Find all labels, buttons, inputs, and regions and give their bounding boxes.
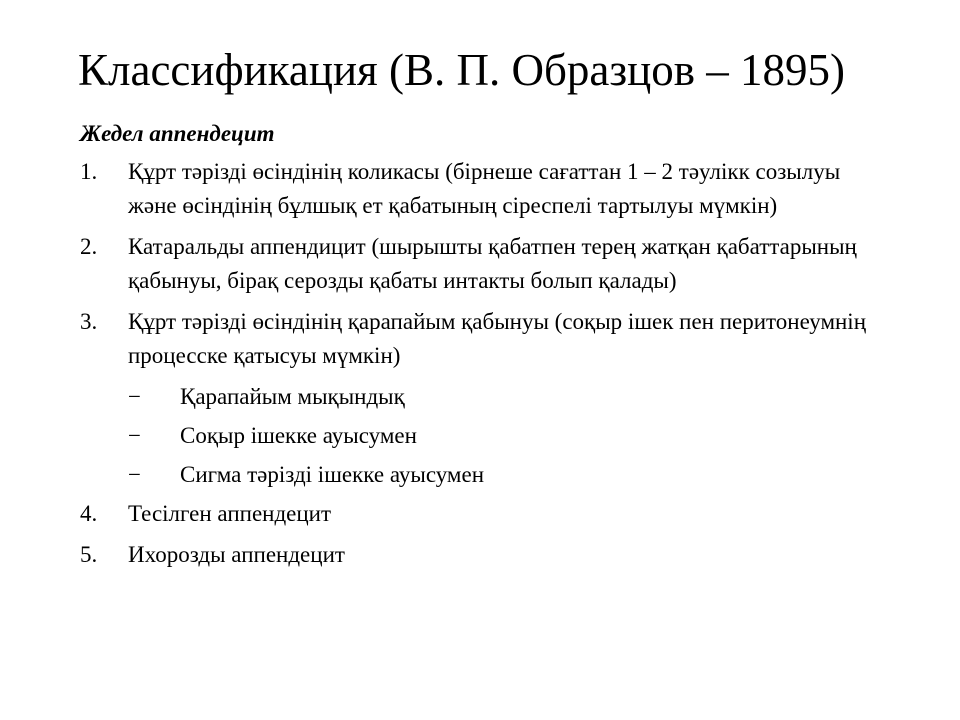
list-text: Ихорозды аппендецит (128, 542, 345, 567)
list-text: Құрт тәрізді өсіндінің қарапайым қабынуы (соқыр ішек пен перитонеумнің процесске қатысуы мүмкін) (128, 309, 867, 368)
list-number: 3. (80, 309, 98, 334)
dash-bullet: − (128, 423, 141, 448)
list-text: Құрт тәрізді өсіндінің коликасы (бірнеше сағаттан 1 – 2 тәулікк созылуы және өсіндінің бұлшық ет қабатының сіреспелі тартылуы мүмкін) (128, 159, 841, 218)
sub-item-3 (128, 458, 880, 492)
dash-bullet: − (128, 384, 141, 409)
list-text: Катаральды аппендицит (шырышты қабатпен терең жатқан қабаттарының қабынуы, бірақ серозды қабаты интакты болып қалады) (128, 234, 857, 293)
sub-item-text: Соқыр ішекке ауысумен (180, 423, 417, 448)
dash-bullet: − (128, 462, 141, 487)
list-item-4 (80, 497, 880, 531)
list-number: 1. (80, 159, 98, 184)
list-item-5 (80, 538, 880, 572)
slide-content (80, 117, 880, 579)
list-text: Тесілген аппендецит (128, 501, 332, 526)
sub-item-1 (128, 380, 880, 414)
sub-item-2 (128, 419, 880, 453)
sub-item-text: Сигма тәрізді ішекке ауысумен (180, 462, 485, 487)
list-item-1 (80, 155, 880, 223)
sub-item-text: Қарапайым мықындық (180, 384, 405, 409)
section-heading: Жедел аппендецит (80, 121, 275, 146)
list-item-2 (80, 230, 880, 298)
list-number: 5. (80, 542, 98, 567)
list-number: 4. (80, 501, 98, 526)
list-number: 2. (80, 234, 98, 259)
list-item-3 (80, 305, 880, 373)
slide-title: Классификация (В. П. Образцов – 1895) (78, 45, 845, 95)
